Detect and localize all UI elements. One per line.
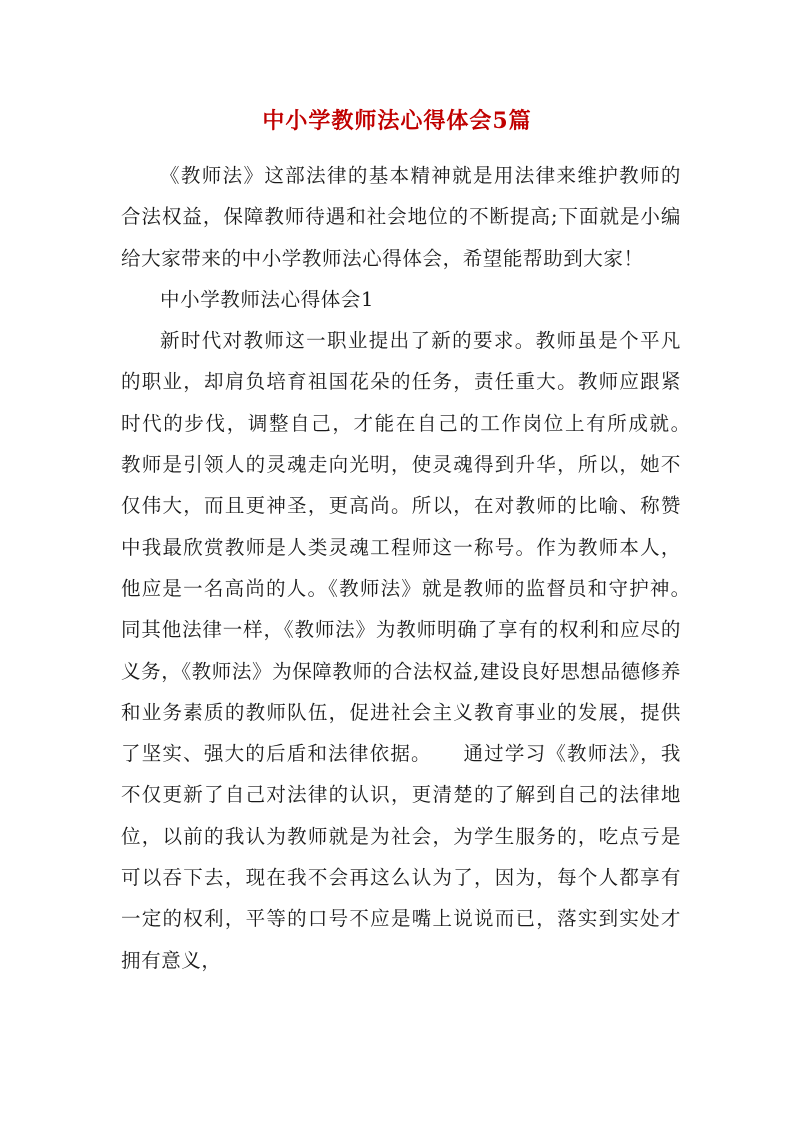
- document-title: 中小学教师法心得体会5篇: [262, 108, 532, 134]
- section-1-paragraph: 新时代对教师这一职业提出了新的要求。教师虽是个平凡的职业，却肩负培育祖国花朵的任务，责任重大。教师应跟紧时代的步伐，调整自己，才能在自己的工作岗位上有所成就。 教师是引领人的灵魂走向光明，使灵魂得到升华，所以，她不仅伟大，而且更神圣，更高尚。所以，在对教师的比喻、称赞中我最欣赏教师是人类灵魂工程师这一称号。作为教师本人，他应是一名高尚的人。《教师法》就是教师的监督员和守护神。 同其他法律一样，《教师法》为教师明确了享有的权利和应尽的义务，《教师法》为保障教师的合法权益,建设良好思想品德修养和业务素质的教师队伍，促进社会主义教育事业的发展，提供了坚实、强大的后盾和法律依据。 通过学习《教师法》，我不仅更新了自己对法律的认识，更清楚的了解到自己的法律地位，以前的我认为教师就是为社会，为学生服务的，吃点亏是可以吞下去，现在我不会再这么认为了，因为，每个人都享有一定的权利，平等的口号不应是嘴上说说而已，落实到实处才拥有意义，: [121, 329, 722, 972]
- document-body: [121, 155, 722, 981]
- intro-paragraph: 《教师法》这部法律的基本精神就是用法律来维护教师的合法权益，保障教师待遇和社会地位的不断提高;下面就是小编给大家带来的中小学教师法心得体会，希望能帮助到大家！: [121, 164, 681, 270]
- section-heading-1: 中小学教师法心得体会1: [160, 287, 375, 311]
